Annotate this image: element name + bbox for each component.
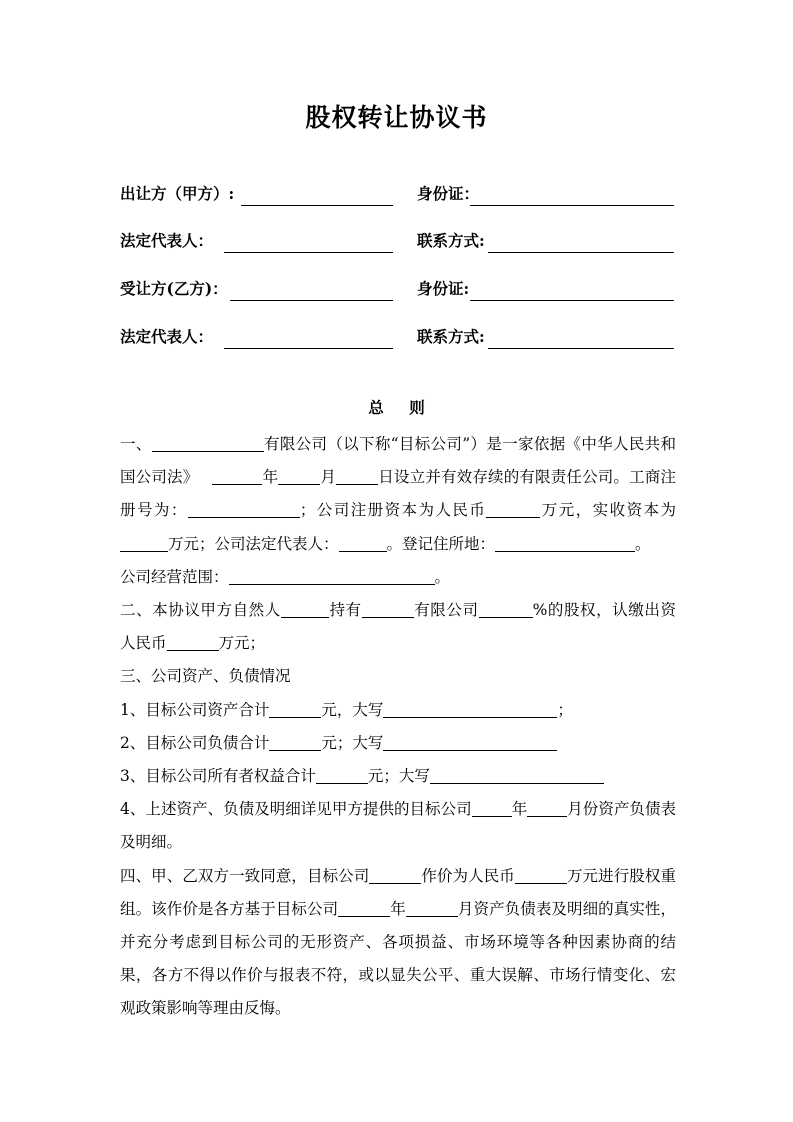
statement-year-blank[interactable] xyxy=(472,800,512,817)
valuation-amount-blank[interactable] xyxy=(515,866,567,883)
p1-text-d: 月 xyxy=(320,468,337,487)
p1-text-j: 。 xyxy=(635,534,651,553)
p5-text-b: 元；大写 xyxy=(321,733,384,752)
paid-capital-blank[interactable] xyxy=(120,534,168,551)
transferee-id-label: 身份证: xyxy=(417,279,470,298)
transferee-contact-blank[interactable] xyxy=(488,347,674,349)
p5-text-a: 2、目标公司负债合计 xyxy=(120,733,270,752)
liabilities-total-blank[interactable] xyxy=(269,734,321,751)
equity-total-blank[interactable] xyxy=(316,767,368,784)
p2-text-c: 有限公司 xyxy=(413,601,479,620)
p1-text-c: 年 xyxy=(262,468,279,487)
p1-text-h: 万元；公司法定代表人： xyxy=(168,534,339,553)
paragraph-2 xyxy=(120,594,676,660)
subscribed-capital-blank[interactable] xyxy=(167,634,219,651)
section-title: 总 则 xyxy=(368,398,435,417)
transferor-label: 出让方（甲方）: xyxy=(120,184,235,203)
p2-text-a: 二、本协议甲方自然人 xyxy=(120,601,281,620)
p1-text-g: 万元，实收资本为 xyxy=(540,501,676,520)
p1-text-f: ；公司注册资本为人民币 xyxy=(299,501,487,520)
person-blank[interactable] xyxy=(281,601,329,618)
transferor-rep-label: 法定代表人： xyxy=(120,231,214,250)
p7-text-a: 4、上述资产、负债及明细详见甲方提供的目标公司 xyxy=(120,800,472,819)
valuation-month-blank[interactable] xyxy=(406,900,458,917)
agreement-body xyxy=(120,428,676,1026)
p2-text-b: 持有 xyxy=(328,601,362,620)
year-blank[interactable] xyxy=(212,468,262,485)
p1-text-k: 公司经营范围： xyxy=(120,567,229,586)
reg-number-blank[interactable] xyxy=(188,501,300,518)
transferor-rep-blank[interactable] xyxy=(224,251,393,253)
p1-text-l: 。 xyxy=(434,567,451,586)
p4-text-b: 元，大写 xyxy=(321,700,384,719)
paragraph-6 xyxy=(120,760,676,793)
transferee-id-blank[interactable] xyxy=(470,299,674,301)
assets-total-blank[interactable] xyxy=(269,700,321,717)
business-scope-blank[interactable] xyxy=(229,568,435,585)
paragraph-5 xyxy=(120,727,676,760)
paragraph-8 xyxy=(120,860,676,1026)
p1-text-i: 。登记住所地： xyxy=(386,534,496,553)
p2-text-d: %的股权，认缴出资人民币 xyxy=(120,601,676,653)
transferee-rep-label: 法定代表人： xyxy=(120,327,214,346)
p4-text-c: ； xyxy=(557,700,573,719)
party-row-transferee xyxy=(0,275,793,301)
transferee-rep-blank[interactable] xyxy=(224,347,393,349)
transferor-id-blank[interactable] xyxy=(470,204,674,206)
party-row-transferor xyxy=(0,180,793,206)
equity-words-blank[interactable] xyxy=(430,767,604,784)
p8-text-a: 四、甲、乙双方一致同意，目标公司 xyxy=(120,866,370,885)
transferee-label: 受让方(乙方)： xyxy=(120,279,228,298)
p8-text-b: 作价为人民币 xyxy=(421,866,515,885)
month-blank[interactable] xyxy=(278,468,320,485)
transferor-contact-blank[interactable] xyxy=(488,251,674,253)
document-title: 股权转让协议书 xyxy=(305,103,488,132)
transferor-blank[interactable] xyxy=(241,204,393,206)
p1-text-b: 有限公司（以下称“目标公司”）是一家依据《中华人民共和国公司法》 xyxy=(120,435,676,487)
party-row-transferor-rep xyxy=(0,227,793,253)
day-blank[interactable] xyxy=(336,468,378,485)
assets-words-blank[interactable] xyxy=(383,700,557,717)
p6-text-a: 3、目标公司所有者权益合计 xyxy=(120,767,316,786)
address-blank[interactable] xyxy=(495,534,635,551)
p8-text-e: 月资产负债表及明细的真实性，并充分考虑到目标公司的无形资产、各项损益、市场环境等各种因素协商的结果，各方不得以作价与报表不符，或以显失公平、重大误解、市场行情变化、宏观政策影响等理由反悔。 xyxy=(120,899,676,1018)
p6-text-b: 元；大写 xyxy=(367,767,430,786)
valuation-target-blank[interactable] xyxy=(369,866,421,883)
equity-percent-blank[interactable] xyxy=(479,601,533,618)
reg-capital-blank[interactable] xyxy=(486,501,540,518)
liabilities-words-blank[interactable] xyxy=(383,734,557,751)
transferor-id-label: 身份证： xyxy=(417,184,480,203)
valuation-year-blank[interactable] xyxy=(338,900,390,917)
p1-text-a: 一、 xyxy=(120,435,152,453)
paragraph-4 xyxy=(120,694,676,727)
p8-text-c: 万元进行股权重组。该作价是各方基于目标公司 xyxy=(120,866,676,918)
party-row-transferee-rep xyxy=(0,323,793,349)
p2-text-e: 万元； xyxy=(218,634,266,653)
paragraph-1 xyxy=(120,428,676,594)
paragraph-3: 三、公司资产、负债情况 xyxy=(120,667,291,686)
p8-text-d: 年 xyxy=(390,899,406,918)
transferee-blank[interactable] xyxy=(230,299,393,301)
p4-text-a: 1、目标公司资产合计 xyxy=(120,700,270,719)
p7-text-c: 月份资产负债表及明细。 xyxy=(120,800,676,852)
p1-text-e: 日设立并有效存续的有限责任公司。工商注册号为： xyxy=(120,468,676,520)
company-name-blank[interactable] xyxy=(152,435,264,452)
legal-rep-blank[interactable] xyxy=(339,534,387,551)
p7-text-b: 年 xyxy=(511,800,528,819)
held-company-blank[interactable] xyxy=(362,601,414,618)
transferor-contact-label: 联系方式: xyxy=(417,231,485,250)
transferee-contact-label: 联系方式: xyxy=(417,327,485,346)
paragraph-7 xyxy=(120,793,676,859)
statement-month-blank[interactable] xyxy=(527,800,567,817)
